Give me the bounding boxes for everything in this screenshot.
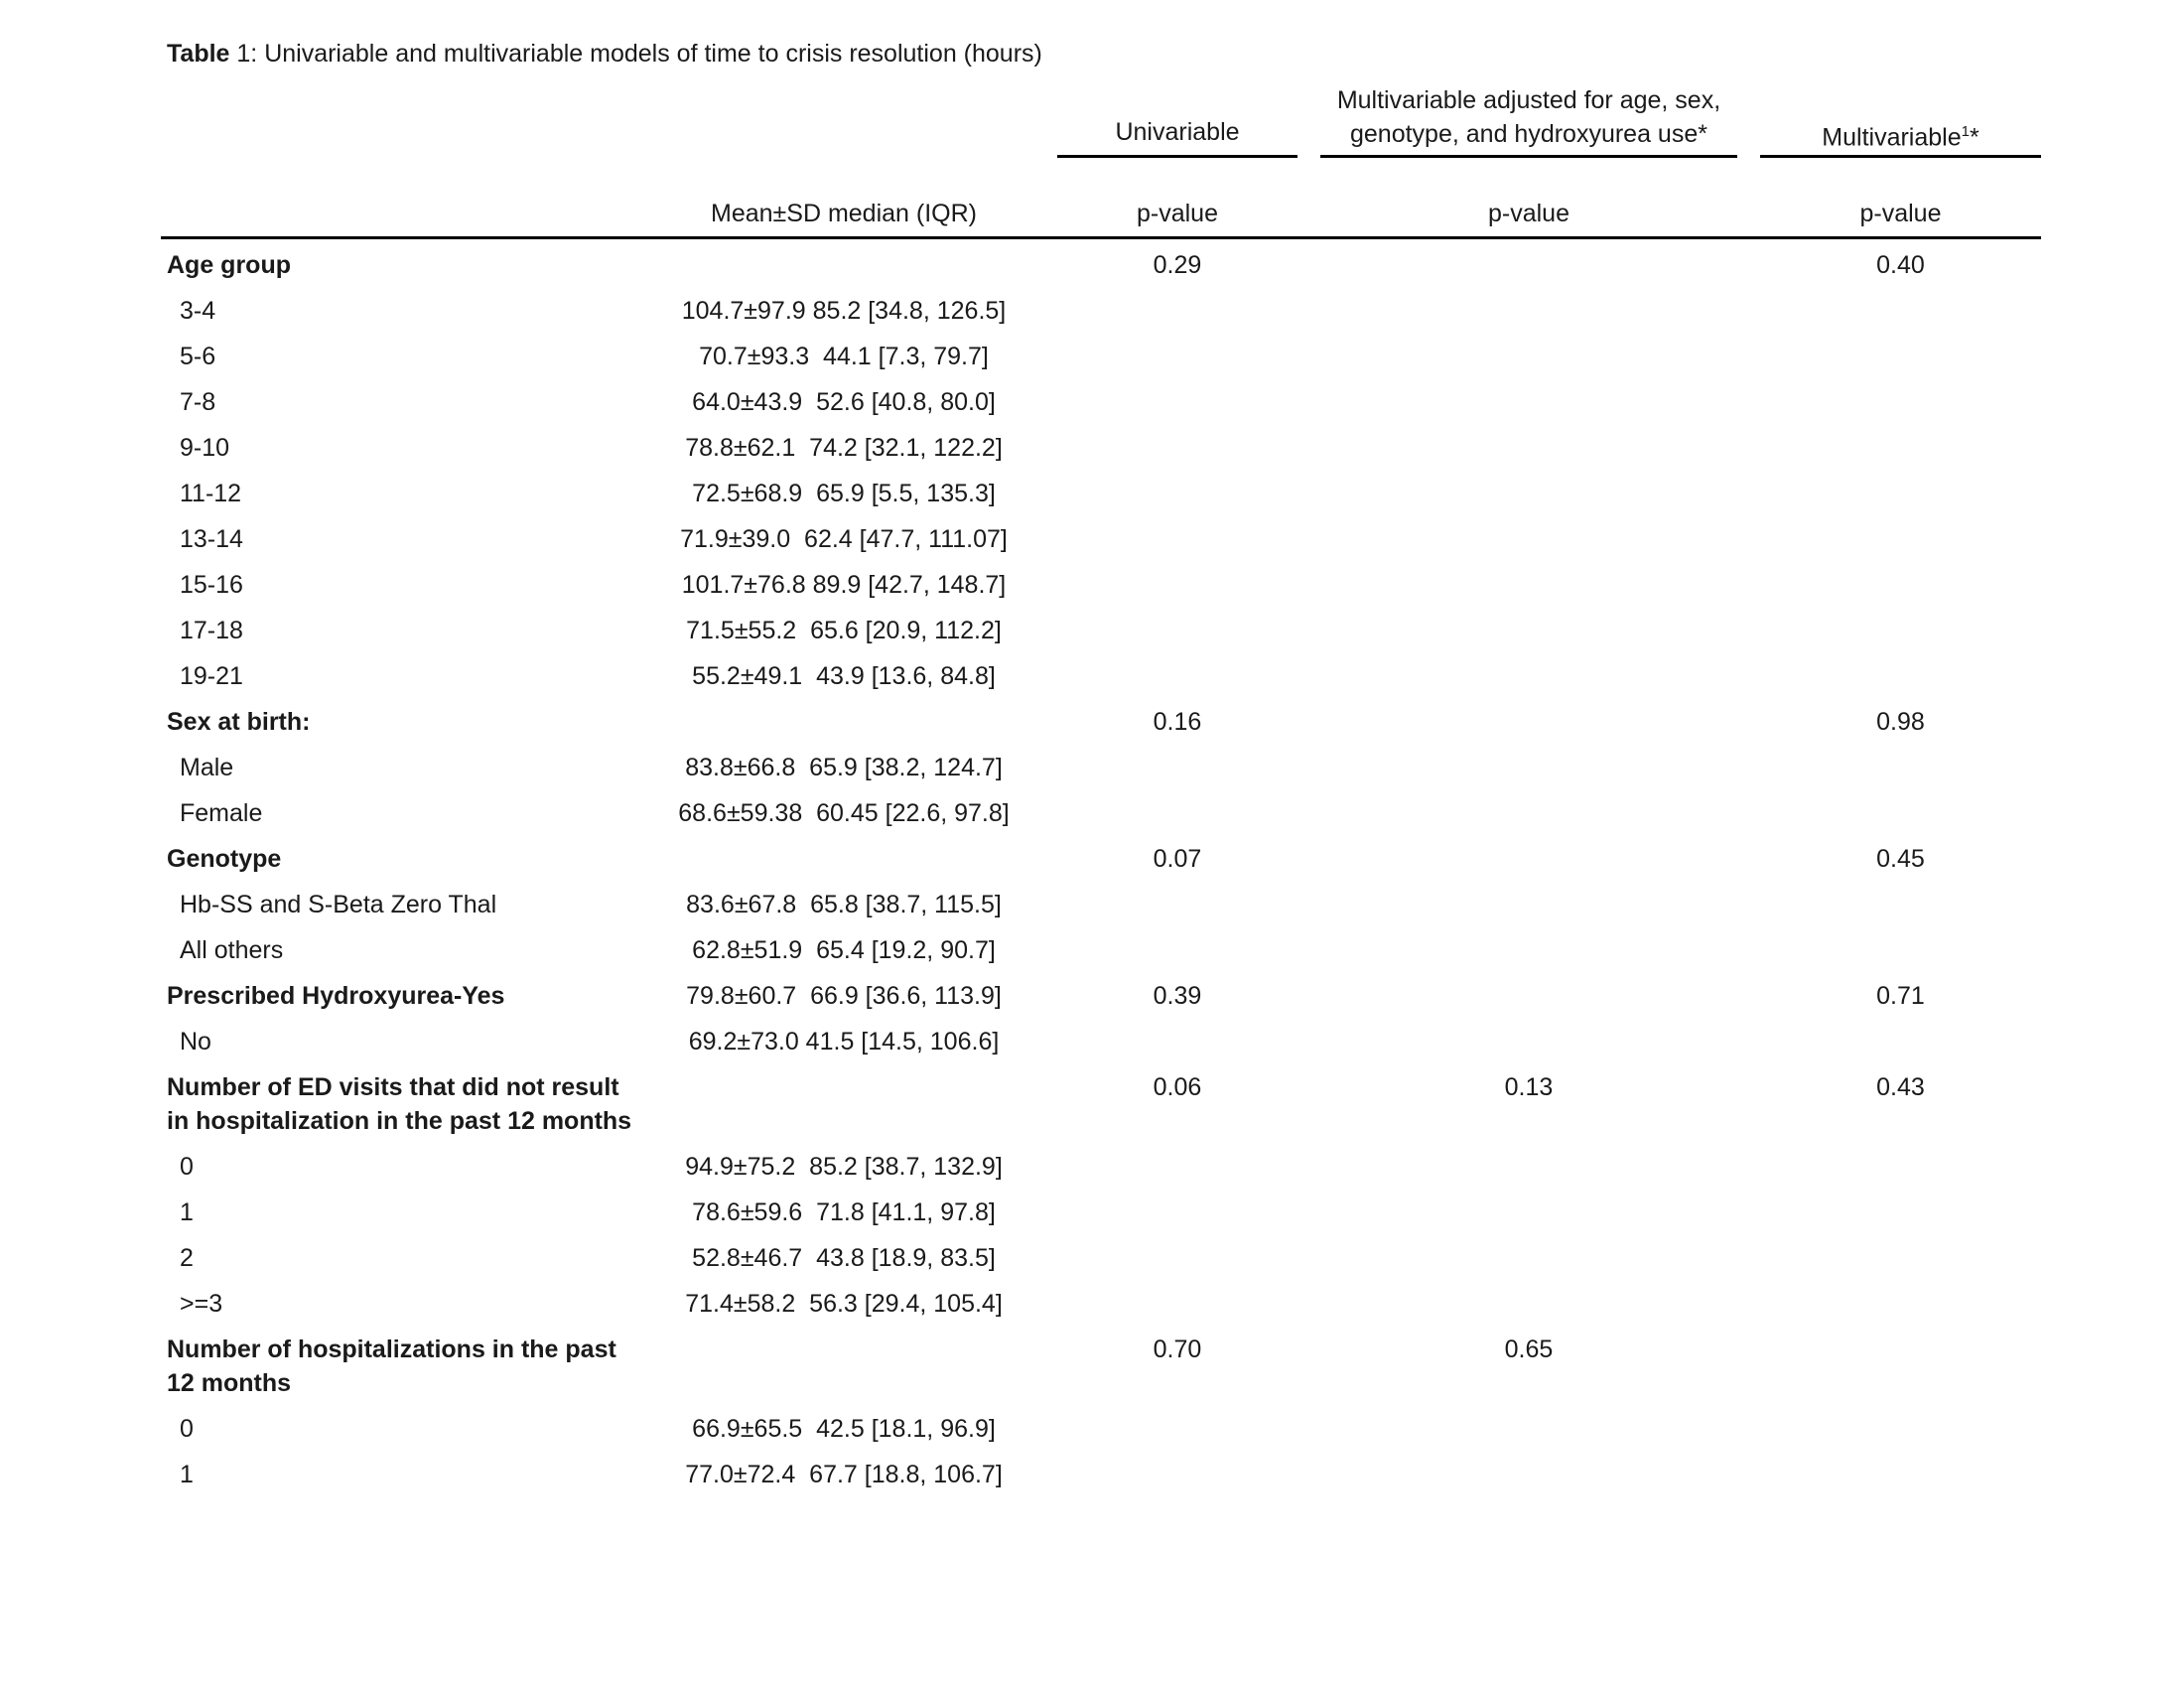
row-label-line1: No [180,1028,211,1055]
row-label [180,1150,194,1184]
row-label-line2: 12 months [167,1369,292,1397]
row-label [180,659,243,693]
row-label [180,477,241,510]
row-label [180,431,229,465]
row-pvalue-univariable: 0.39 [1153,982,1202,1010]
row-label-line1: Genotype [167,845,282,873]
row-label [180,1412,194,1446]
row-pvalue-multivariable: 0.71 [1876,982,1925,1010]
header-multivariable-sup: 1 [1961,123,1970,140]
row-stat: 104.7±97.9 85.2 [34.8, 126.5] [681,297,1007,325]
row-label-line1: Sex at birth: [167,708,311,736]
row-label-line1: 15-16 [180,571,243,599]
row-label-line1: Prescribed Hydroxyurea-Yes [167,982,505,1010]
row-stat: 83.6±67.8 65.8 [38.7, 115.5] [686,891,1002,918]
row-label-line1: All others [180,936,284,964]
row-stat: 64.0±43.9 52.6 [40.8, 80.0] [692,388,996,416]
row-label-line1: 19-21 [180,662,243,690]
header-multivariable-adjusted-rule [1320,155,1737,158]
row-label-line1: 5-6 [180,343,216,370]
row-label-line1: 2 [180,1244,194,1272]
row-stat: 72.5±68.9 65.9 [5.5, 135.3] [692,480,996,507]
row-pvalue-univariable: 0.16 [1153,708,1202,736]
row-pvalue-multivariable: 0.45 [1876,845,1925,873]
row-label [180,888,496,921]
row-stat: 101.7±76.8 89.9 [42.7, 148.7] [681,571,1007,599]
row-stat: 78.8±62.1 74.2 [32.1, 122.2] [685,434,1003,462]
row-label [167,842,281,876]
row-label-line1: 1 [180,1198,194,1226]
row-stat: 62.8±51.9 65.4 [19.2, 90.7] [692,936,996,964]
row-label-line1: 3-4 [180,297,216,325]
row-stat: 69.2±73.0 41.5 [14.5, 106.6] [688,1028,1000,1055]
row-label-line1: Hb-SS and S-Beta Zero Thal [180,891,497,918]
row-stat: 71.4±58.2 56.3 [29.4, 105.4] [685,1290,1003,1318]
colhdr-pvalue-univariable: p-value [1137,200,1218,227]
row-label-line1: 11-12 [180,480,242,507]
caption-bold: Table [167,40,230,68]
row-pvalue-univariable: 0.07 [1153,845,1202,873]
row-stat: 79.8±60.7 66.9 [36.6, 113.9] [686,982,1002,1010]
colhdr-pvalue-adjusted: p-value [1488,200,1570,227]
header-univariable-rule [1057,155,1297,158]
header-univariable [1057,115,1297,149]
row-label [180,340,215,373]
row-label [180,796,262,830]
row-label-line2: in hospitalization in the past 12 months [167,1107,632,1135]
row-label-line1: Age group [167,251,291,279]
row-label [167,1070,631,1138]
row-label-line1: 0 [180,1415,194,1443]
row-label [180,1196,194,1229]
header-multivariable-label: Multivariable [1822,123,1962,152]
row-stat: 77.0±72.4 67.7 [18.8, 106.7] [685,1461,1003,1488]
header-multivariable-adjusted-line1: Multivariable adjusted for age, sex, [1336,86,1721,114]
row-stat: 71.9±39.0 62.4 [47.7, 111.07] [680,525,1008,553]
row-label [167,705,310,739]
row-label [180,751,233,784]
row-label [180,385,215,419]
row-pvalue-univariable: 0.29 [1153,251,1202,279]
row-pvalue-multivariable: 0.40 [1876,251,1925,279]
row-stat: 52.8±46.7 43.8 [18.9, 83.5] [692,1244,996,1272]
colhdr-pvalue-multivariable: p-value [1859,200,1942,227]
row-label-line1: 7-8 [180,388,216,416]
row-label [180,522,243,556]
caption-text: 1: Univariable and multivariable models of time to crisis resolution (hours) [229,40,1042,68]
row-label-line1: 1 [180,1461,194,1488]
row-label [180,933,283,967]
row-pvalue-univariable: 0.70 [1153,1336,1202,1363]
row-label-line1: Number of ED visits that did not result [167,1073,619,1101]
row-stat: 55.2±49.1 43.9 [13.6, 84.8] [692,662,996,690]
row-label [180,294,215,328]
row-stat: 94.9±75.2 85.2 [38.7, 132.9] [685,1153,1003,1181]
header-univariable-label: Univariable [1115,118,1240,146]
header-multivariable-adjusted-line2: genotype, and hydroxyurea use* [1350,120,1707,148]
header-multivariable-rule [1760,155,2041,158]
row-label-line1: 0 [180,1153,194,1181]
row-label [180,1287,222,1321]
row-stat: 83.8±66.8 65.9 [38.2, 124.7] [685,754,1003,781]
row-label-line1: 9-10 [180,434,230,462]
row-label [167,979,504,1013]
row-stat: 78.6±59.6 71.8 [41.1, 97.8] [692,1198,996,1226]
row-pvalue-univariable: 0.06 [1153,1073,1202,1101]
row-label [180,568,243,602]
row-label [180,1458,194,1491]
row-pvalue-adjusted: 0.13 [1504,1073,1554,1101]
row-label-line1: 17-18 [180,617,243,644]
table-caption [167,36,1042,71]
row-label-line1: Male [180,754,234,781]
row-label [180,614,243,647]
row-label [167,248,291,282]
row-label [167,1333,616,1400]
row-label-line1: >=3 [180,1290,223,1318]
row-label [180,1025,211,1058]
row-pvalue-adjusted: 0.65 [1504,1336,1554,1363]
row-stat: 68.6±59.38 60.45 [22.6, 97.8] [678,799,1010,827]
header-bottom-rule [161,236,2041,239]
row-stat: 71.5±55.2 65.6 [20.9, 112.2] [686,617,1002,644]
row-stat: 70.7±93.3 44.1 [7.3, 79.7] [699,343,989,370]
row-label [180,1241,194,1275]
row-pvalue-multivariable: 0.98 [1876,708,1925,736]
row-pvalue-multivariable: 0.43 [1876,1073,1925,1101]
row-stat: 66.9±65.5 42.5 [18.1, 96.9] [692,1415,996,1443]
row-label-line1: Female [180,799,263,827]
row-label-line1: 13-14 [180,525,243,553]
header-multivariable [1760,115,2041,154]
row-label-line1: Number of hospitalizations in the past [167,1336,616,1363]
colhdr-stat: Mean±SD median (IQR) [711,200,977,227]
header-multivariable-star: * [1969,123,1979,152]
header-multivariable-adjusted [1320,83,1737,151]
